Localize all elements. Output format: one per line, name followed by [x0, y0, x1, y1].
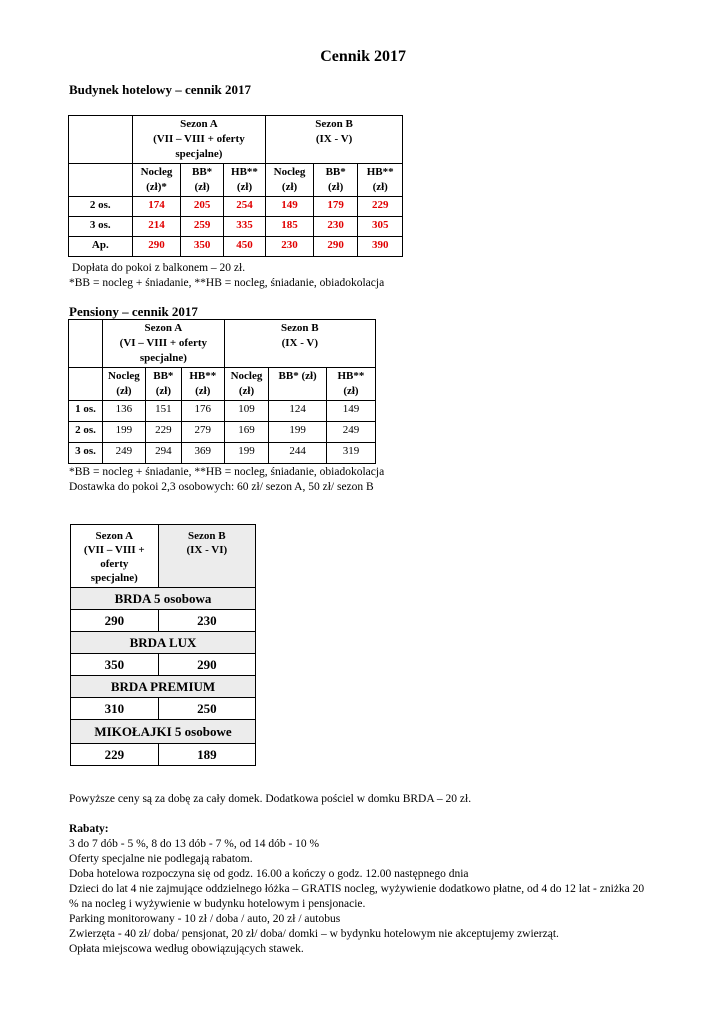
row-label: 3 os.: [69, 443, 103, 464]
cottage-name: BRDA PREMIUM: [71, 676, 256, 698]
cottage-season-b: Sezon B (IX - VI): [158, 525, 255, 588]
pension-price-table: [68, 319, 376, 464]
hotel-col-header: Nocleg (zł): [266, 164, 314, 197]
price-cell: 109: [224, 401, 269, 422]
hotel-heading: Budynek hotelowy – cennik 2017: [69, 82, 252, 97]
pension-corner-2: [69, 368, 103, 401]
price-cell: 124: [269, 401, 327, 422]
price-cell: 169: [224, 422, 269, 443]
pension-corner: [69, 320, 103, 368]
table-row: [69, 237, 403, 257]
discount-line: Opłata miejscowa według obowiązujących stawek.: [69, 943, 304, 955]
pension-col-header: Nocleg (zł): [103, 368, 146, 401]
price-cell: 149: [326, 401, 375, 422]
pension-col-header: BB* (zł): [269, 368, 327, 401]
price-cell: 279: [181, 422, 224, 443]
price-cell: 254: [223, 197, 265, 217]
discounts-section: [69, 822, 649, 957]
pension-col-header: HB** (zł): [326, 368, 375, 401]
table-row: [69, 217, 403, 237]
price-cell: 290: [71, 610, 159, 632]
hotel-col-header: BB* (zł): [313, 164, 358, 197]
row-label: 2 os.: [69, 422, 103, 443]
price-cell: 151: [145, 401, 181, 422]
pension-col-header: BB* (zł): [145, 368, 181, 401]
table-row: [69, 422, 376, 443]
price-cell: 205: [181, 197, 223, 217]
discounts-heading: Rabaty:: [69, 823, 109, 835]
hotel-col-header: HB** (zł): [223, 164, 265, 197]
price-cell: 390: [358, 237, 403, 257]
hotel-season-b: Sezon B (IX - V): [266, 116, 403, 164]
hotel-corner-2: [69, 164, 133, 197]
price-cell: 290: [158, 654, 255, 676]
cottage-name: BRDA 5 osobowa: [71, 588, 256, 610]
price-cell: 250: [158, 698, 255, 720]
price-cell: 229: [145, 422, 181, 443]
price-cell: 369: [181, 443, 224, 464]
discount-line: Zwierzęta - 40 zł/ doba/ pensjonat, 20 zł/ doba/ domki – w bydynku hotelowym nie akceptujemy zwierząt.: [69, 928, 559, 940]
pension-col-header: HB** (zł): [181, 368, 224, 401]
price-cell: 229: [358, 197, 403, 217]
price-cell: 230: [266, 237, 314, 257]
cottage-price-table: [70, 524, 256, 766]
price-cell: 350: [71, 654, 159, 676]
price-cell: 450: [223, 237, 265, 257]
price-cell: 305: [358, 217, 403, 237]
discount-line: Parking monitorowany - 10 zł / doba / auto, 20 zł / autobus: [69, 913, 341, 925]
price-cell: 230: [158, 610, 255, 632]
discount-line: Oferty specjalne nie podlegają rabatom.: [69, 853, 253, 865]
cottage-name: MIKOŁAJKI 5 osobowe: [71, 720, 256, 744]
price-cell: 319: [326, 443, 375, 464]
price-cell: 136: [103, 401, 146, 422]
price-cell: 259: [181, 217, 223, 237]
pension-season-b: Sezon B (IX - V): [224, 320, 375, 368]
price-cell: 249: [103, 443, 146, 464]
cottage-season-a: Sezon A (VII – VIII + oferty specjalne): [71, 525, 159, 588]
row-label: 2 os.: [69, 197, 133, 217]
price-cell: 149: [266, 197, 314, 217]
price-cell: 179: [313, 197, 358, 217]
price-cell: 290: [313, 237, 358, 257]
price-cell: 230: [313, 217, 358, 237]
row-label: 3 os.: [69, 217, 133, 237]
pension-season-a: Sezon A (VI – VIII + oferty specjalne): [103, 320, 224, 368]
price-cell: 335: [223, 217, 265, 237]
price-cell: 199: [269, 422, 327, 443]
pension-heading: Pensiony – cennik 2017: [69, 304, 198, 319]
price-cell: 185: [266, 217, 314, 237]
hotel-col-header: BB* (zł): [181, 164, 223, 197]
hotel-price-table: [68, 115, 403, 257]
price-cell: 176: [181, 401, 224, 422]
hotel-corner: [69, 116, 133, 164]
table-row: [69, 443, 376, 464]
discount-line: 3 do 7 dób - 5 %, 8 do 13 dób - 7 %, od 14 dób - 10 %: [69, 838, 320, 850]
hotel-balcony-note: Dopłata do pokoi z balkonem – 20 zł.: [72, 262, 246, 274]
table-row: [69, 401, 376, 422]
price-cell: 294: [145, 443, 181, 464]
row-label: 1 os.: [69, 401, 103, 422]
price-cell: 350: [181, 237, 223, 257]
hotel-col-header: HB** (zł): [358, 164, 403, 197]
cottage-note: Powyższe ceny są za dobę za cały domek. Dodatkowa pościel w domku BRDA – 20 zł.: [69, 793, 472, 805]
pension-legend-note: *BB = nocleg + śniadanie, **HB = nocleg, śniadanie, obiadokolacja: [69, 466, 385, 478]
row-label: Ap.: [69, 237, 133, 257]
price-cell: 249: [326, 422, 375, 443]
price-cell: 244: [269, 443, 327, 464]
price-cell: 174: [132, 197, 181, 217]
price-cell: 189: [158, 744, 255, 766]
price-cell: 310: [71, 698, 159, 720]
hotel-legend-note: *BB = nocleg + śniadanie, **HB = nocleg, śniadanie, obiadokolacja: [69, 277, 385, 289]
price-cell: 199: [103, 422, 146, 443]
price-cell: 214: [132, 217, 181, 237]
page-title: Cennik 2017: [320, 48, 406, 65]
cottage-name: BRDA LUX: [71, 632, 256, 654]
table-row: [69, 197, 403, 217]
price-cell: 229: [71, 744, 159, 766]
price-cell: 199: [224, 443, 269, 464]
price-cell: 290: [132, 237, 181, 257]
hotel-season-a: Sezon A (VII – VIII + oferty specjalne): [132, 116, 266, 164]
pension-col-header: Nocleg (zł): [224, 368, 269, 401]
hotel-col-header: Nocleg (zł)*: [132, 164, 181, 197]
discount-line: Doba hotelowa rozpoczyna się od godz. 16.00 a kończy o godz. 12.00 następnego dnia: [69, 868, 469, 880]
discount-line: Dzieci do lat 4 nie zajmujące oddzielnego łóżka – GRATIS nocleg, wyżywienie dodatkowo płatne, od 4 do 12 lat - zniżka 20 % na nocleg i wyżywienie w budynku hotelowym i pensjonacie.: [69, 883, 645, 910]
pension-extra-bed-note: Dostawka do pokoi 2,3 osobowych: 60 zł/ sezon A, 50 zł/ sezon B: [69, 481, 374, 493]
